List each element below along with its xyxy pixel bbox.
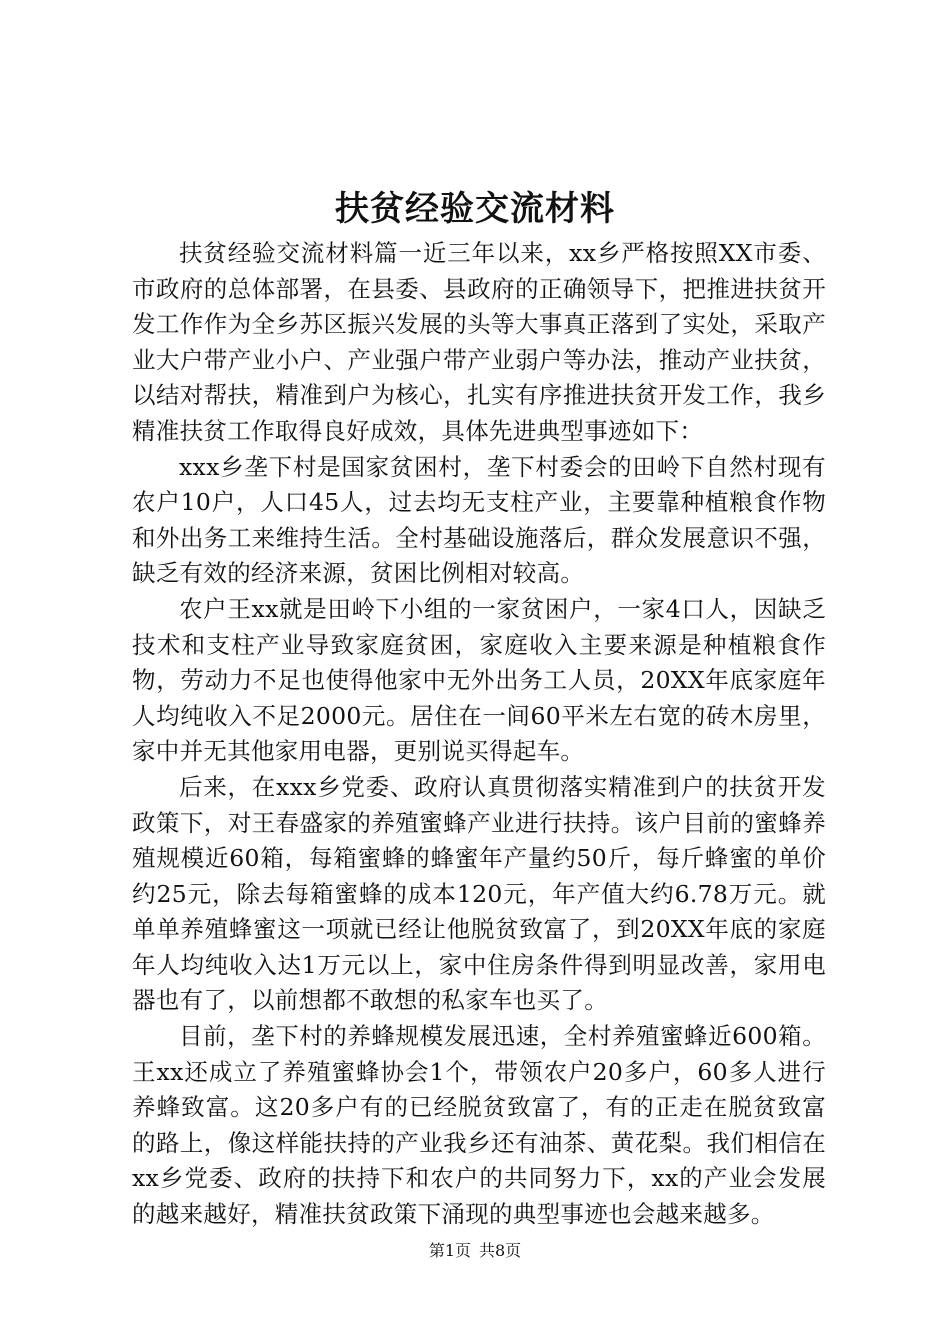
document-body xyxy=(132,236,826,1233)
page-current: 第1页 xyxy=(428,1241,471,1260)
paragraph-outlook: 目前，垄下村的养蜂规模发展迅速，全村养殖蜜蜂近600箱。王xx还成立了养殖蜜蜂协会1个，带领农户20多户，60多人进行养蜂致富。这20多户有的已经脱贫致富了，有的正走在脱贫致富的路上，像这样能扶持的产业我乡还有油茶、黄花梨。我们相信在xx乡党委、政府的扶持下和农户的共同努力下，xx的产业会发展的越来越好，精准扶贫政策下涌现的典型事迹也会越来越多。 xyxy=(132,1022,826,1229)
paragraph-intro: 扶贫经验交流材料篇一近三年以来，xx乡严格按照XX市委、市政府的总体部署，在县委、县政府的正确领导下，把推进扶贫开发工作作为全乡苏区振兴发展的头等大事真正落到了实处，采取产业大户带产业小户、产业强户带产业弱户等办法，推动产业扶贫，以结对帮扶，精准到户为核心，扎实有序推进扶贫开发工作，我乡精准扶贫工作取得良好成效，具体先进典型事迹如下： xyxy=(132,239,826,445)
paragraph-beekeeping: 后来，在xxx乡党委、政府认真贯彻落实精准到户的扶贫开发政策下，对王春盛家的养殖蜜蜂产业进行扶持。该户目前的蜜蜂养殖规模近60箱，每箱蜜蜂的蜂蜜年产量约50斤，每斤蜂蜜的单价约25元，除去每箱蜜蜂的成本120元，年产值大约6.78万元。就单单养殖蜂蜜这一项就已经让他脱贫致富了，到20XX年底的家庭年人均纯收入达1万元以上，家中住房条件得到明显改善，家用电器也有了，以前想都不敢想的私家车也买了。 xyxy=(132,772,826,1015)
document-title: 扶贫经验交流材料 xyxy=(335,189,615,229)
paragraph-household: 农户王xx就是田岭下小组的一家贫困户，一家4口人，因缺乏技术和支柱产业导致家庭贫困，家庭收入主要来源是种植粮食作物，劳动力不足也使得他家中无外出务工人员，20XX年底家庭年人均纯收入不足2000元。居住在一间60平米左右宽的砖木房里，家中并无其他家用电器，更别说买得起车。 xyxy=(132,594,826,766)
page-number-footer xyxy=(0,1240,950,1262)
paragraph-village: xxx乡垄下村是国家贫困村，垄下村委会的田岭下自然村现有农户10户，人口45人，过去均无支柱产业，主要靠种植粮食作物和外出务工来维持生活。全村基础设施落后，群众发展意识不强，缺乏有效的经济来源，贫困比例相对较高。 xyxy=(132,452,826,588)
page-total: 共8页 xyxy=(479,1241,522,1260)
